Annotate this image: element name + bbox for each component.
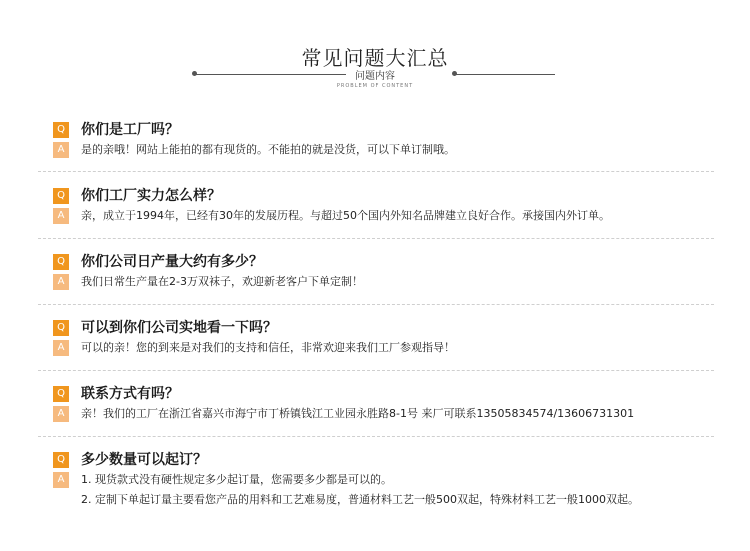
q-badge-icon: Q: [53, 254, 69, 270]
answer-text: 我们日常生产量在2-3万双袜子，欢迎新老客户下单定制！: [81, 275, 363, 288]
answer-text: 亲，成立于1994年，已经有30年的发展历程。与超过50个国内外知名品牌建立良好合作。承接国内外订单。: [81, 209, 610, 222]
header-right-line: [454, 74, 555, 75]
question-row: [53, 450, 703, 470]
page-header: [0, 0, 750, 100]
a-badge-icon: A: [53, 274, 69, 290]
q-badge-icon: Q: [53, 386, 69, 402]
answer-text: 是的亲哦！网站上能拍的都有现货的。不能拍的就是没货，可以下单订制哦。: [81, 143, 455, 156]
question-row: [53, 120, 703, 140]
question-row: [53, 318, 703, 338]
a-badge-icon: A: [53, 406, 69, 422]
question-text: 你们工厂实力怎么样？: [81, 188, 221, 204]
a-badge-icon: A: [53, 208, 69, 224]
page-subtitle-en: PROBLEM OF CONTENT: [336, 83, 414, 89]
answer-row: [53, 404, 703, 424]
question-row: [53, 186, 703, 206]
q-badge-icon: Q: [53, 122, 69, 138]
page-title: 常见问题大汇总: [301, 46, 449, 70]
faq-item-contact: [53, 384, 703, 424]
a-badge-icon: A: [53, 340, 69, 356]
q-badge-icon: Q: [53, 320, 69, 336]
faq-divider: [38, 171, 714, 172]
faq-item-visit: [53, 318, 703, 358]
faq-divider: [38, 238, 714, 239]
answer-row: [53, 206, 703, 226]
faq-item-moq: [53, 450, 703, 510]
faq-divider: [38, 304, 714, 305]
answer-row: [53, 470, 703, 490]
question-text: 你们是工厂吗？: [81, 122, 179, 138]
faq-item-output: [53, 252, 703, 292]
a-badge-icon: A: [53, 472, 69, 488]
answer-row: [53, 272, 703, 292]
answer-text: 可以的亲！您的到来是对我们的支持和信任，非常欢迎来我们工厂参观指导！: [81, 341, 455, 354]
answer-row: [53, 140, 703, 160]
question-text: 多少数量可以起订？: [81, 452, 207, 468]
q-badge-icon: Q: [53, 188, 69, 204]
question-row: [53, 252, 703, 272]
question-row: [53, 384, 703, 404]
answer-text: 亲！我们的工厂在浙江省嘉兴市海宁市丁桥镇钱江工业园永胜路8-1号 来厂可联系13505834574/13606731301: [81, 407, 635, 420]
page-subtitle: 问题内容: [355, 71, 395, 82]
faq-divider: [38, 436, 714, 437]
question-text: 联系方式有吗？: [81, 386, 179, 402]
answer-text: 1. 现货款式没有硬性规定多少起订量，您需要多少都是可以的。: [81, 473, 392, 486]
faq-item-factory: [53, 120, 703, 160]
answer-row: [53, 490, 703, 510]
faq-item-strength: [53, 186, 703, 226]
q-badge-icon: Q: [53, 452, 69, 468]
faq-divider: [38, 370, 714, 371]
answer-text: 2. 定制下单起订量主要看您产品的用料和工艺难易度，普通材料工艺一般500双起，特殊材料工艺一般1000双起。: [81, 493, 639, 506]
question-text: 你们公司日产量大约有多少？: [81, 254, 263, 270]
answer-row: [53, 338, 703, 358]
question-text: 可以到你们公司实地看一下吗？: [81, 320, 277, 336]
a-badge-icon: A: [53, 142, 69, 158]
